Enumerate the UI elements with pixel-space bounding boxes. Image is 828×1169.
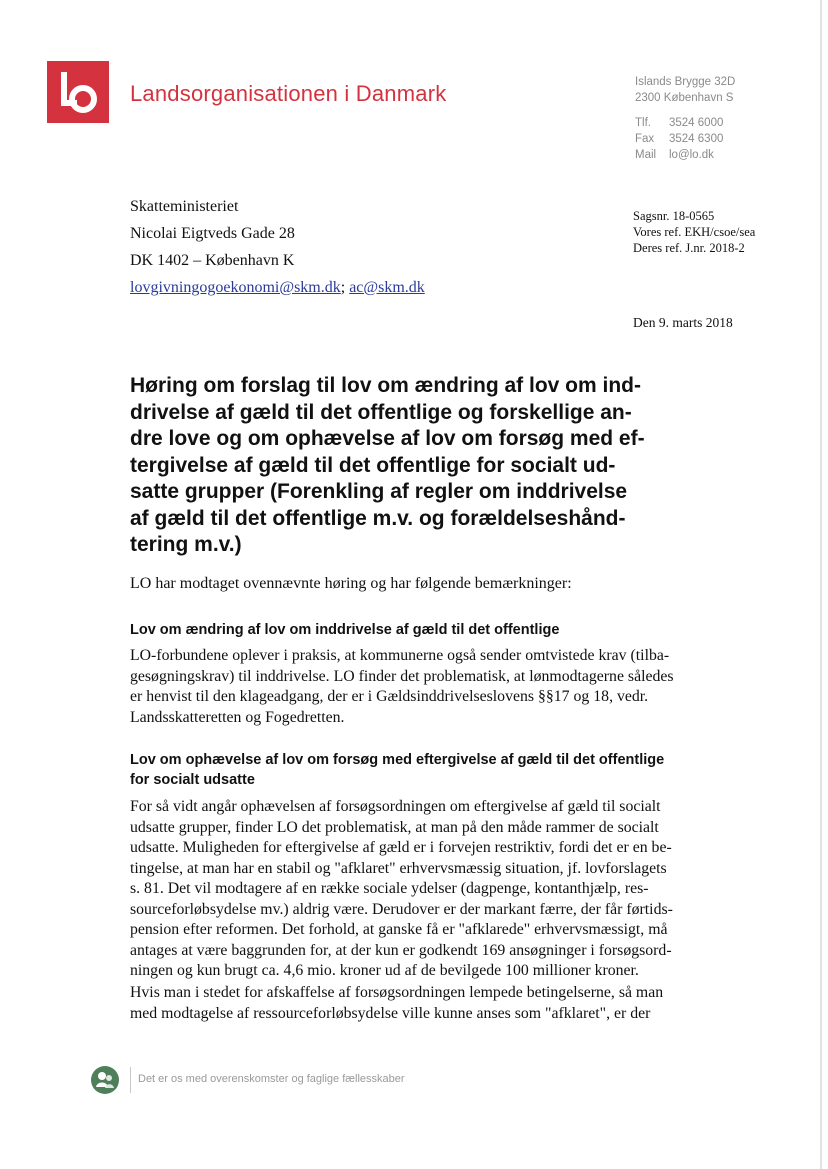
address-line-2: 2300 København S [635, 92, 734, 104]
reference-block [633, 208, 755, 256]
email-link-1[interactable]: lovgivningogoekonomi@skm.dk [130, 279, 341, 296]
title-line: drivelse af gæld til det offentlige og forskellige an- [130, 400, 632, 424]
title-line: tergivelse af gæld til det offentlige for socialt ud- [130, 453, 616, 477]
recipient-street: Nicolai Eigtveds Gade 28 [130, 225, 295, 242]
paragraph-line: Hvis man i stedet for afskaffelse af forsøgsordningen lempede betingelserne, så man [130, 984, 664, 1001]
fax-value: 3524 6300 [669, 133, 724, 145]
section2-paragraph-1 [130, 797, 673, 982]
title-line: Høring om forslag til lov om ændring af lov om ind- [130, 374, 642, 397]
contact-block [635, 74, 735, 163]
phone-label: Tlf. [635, 117, 651, 129]
title-line: tering m.v.) [130, 533, 242, 556]
paragraph-line: sourceforløbsydelse mv.) aldrig være. Derudover er der markant færre, der får førtids- [130, 900, 673, 918]
address-line-1: Islands Brygge 32D [635, 76, 736, 88]
phone-value: 3524 6000 [669, 117, 724, 129]
footer-slogan: Det er os med overenskomster og faglige fællesskaber [138, 1073, 405, 1085]
fax-row [635, 131, 735, 147]
page-edge-rule [820, 0, 822, 1169]
email-link-2[interactable]: ac@skm.dk [349, 279, 425, 296]
recipient-emails [130, 274, 425, 301]
paragraph-line: For så vidt angår ophævelsen af forsøgsordningen om eftergivelse af gæld til socialt [130, 798, 661, 815]
org-name: Landsorganisationen i Danmark [130, 81, 447, 106]
paragraph-line: s. 81. Det vil modtagere af en række sociale ydelser (dagpenge, kontanthjælp, res- [130, 880, 649, 897]
section2-heading [130, 750, 664, 790]
letter-date: Den 9. marts 2018 [633, 315, 733, 330]
title-line: dre love og om ophævelse af lov om forsøg med ef- [130, 427, 645, 450]
heading-line: Lov om ophævelse af lov om forsøg med eftergivelse af gæld til det offentlige [130, 752, 665, 768]
title-line: satte grupper (Forenkling af regler om inddrivelse [130, 480, 628, 503]
mail-row [635, 147, 735, 163]
recipient-city: DK 1402 – København K [130, 252, 295, 269]
paragraph-line: pension efter reformen. Det forhold, at ganske få er "afklarede" erhvervsmæssigt, må [130, 921, 668, 938]
paragraph-line: er henvist til den klageadgang, der er i Gældsinddrivelseslovens §§17 og 18, vedr. [130, 688, 649, 705]
paragraph-line: tingelse, at man har en stabil og "afklaret" erhvervsmæssig situation, jf. lovforslagets [130, 859, 667, 877]
section1-paragraph [130, 646, 674, 728]
letter-title [130, 373, 690, 559]
paragraph-line: ningen og kun brugt ca. 4,6 mio. kroner ud af de bevilgede 100 millioner kroner. [130, 962, 639, 979]
recipient-block [130, 193, 425, 301]
footer-people-icon [91, 1066, 119, 1094]
paragraph-line: antages at være baggrunden for, at der kun er godkendt 169 ansøgninger i forsøgsord- [130, 941, 672, 959]
phone-row [635, 115, 735, 131]
title-line: af gæld til det offentlige m.v. og forældelseshånd- [130, 506, 626, 530]
your-reference: Deres ref. J.nr. 2018-2 [633, 241, 745, 255]
mail-label: Mail [635, 149, 657, 161]
paragraph-line: udsatte grupper, finder LO det problematisk, at man på den måde rammer de socialt [130, 818, 659, 836]
paragraph-line: Landsskatteretten og Fogedretten. [130, 708, 345, 726]
recipient-name: Skatteministeriet [130, 198, 239, 215]
footer-divider [130, 1067, 131, 1093]
paragraph-line: med modtagelse af ressourceforløbsydelse ville kunne anses som "afklaret", er der [130, 1004, 651, 1022]
paragraph-line: LO-forbundene oplever i praksis, at kommunerne også sender omtvistede krav (tilba- [130, 647, 670, 664]
lo-logo-icon [47, 61, 109, 123]
our-reference: Vores ref. EKH/csoe/sea [633, 225, 756, 239]
case-number: Sagsnr. 18-0565 [633, 209, 715, 223]
heading-line: for socialt udsatte [130, 772, 255, 788]
fax-label: Fax [635, 133, 655, 145]
section2-paragraph-2 [130, 983, 663, 1024]
intro-paragraph: LO har modtaget ovennævnte høring og har følgende bemærkninger: [130, 575, 572, 592]
section1-heading: Lov om ændring af lov om inddrivelse af gæld til det offentlige [130, 622, 560, 638]
lo-logo [47, 61, 109, 123]
paragraph-line: udsatte. Muligheden for eftergivelse af gæld er i forvejen restriktiv, fordi det er en be- [130, 839, 672, 856]
mail-value: lo@lo.dk [669, 149, 714, 161]
email-separator: ; [340, 279, 346, 296]
paragraph-line: gesøgningskrav) til inddrivelse. LO finder det problematisk, at lønmodtagerne således [130, 667, 674, 685]
